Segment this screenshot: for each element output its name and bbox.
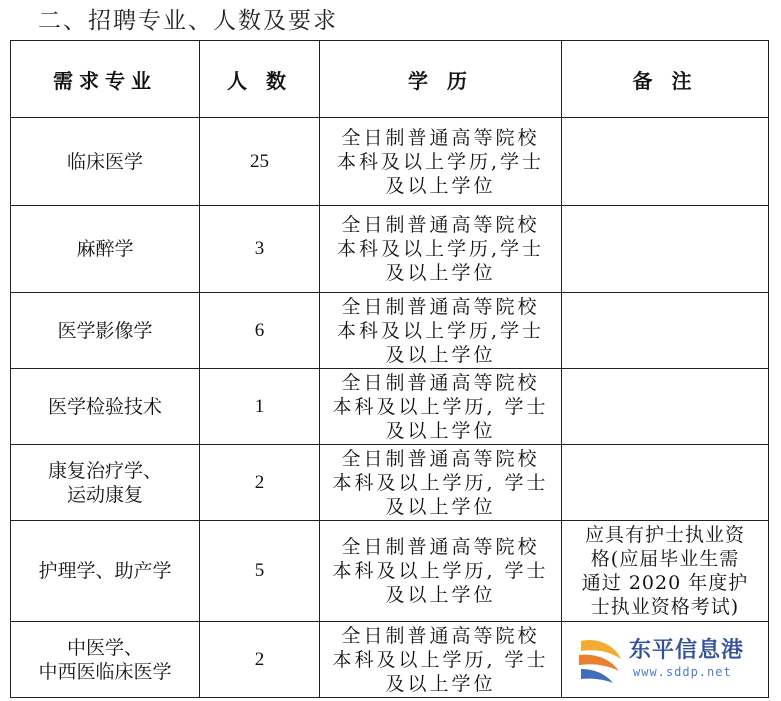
major-line: 康复治疗学、 [47,459,162,482]
table-row [11,521,769,622]
major-line: 医学影像学 [57,319,153,342]
count-cell: 25 [200,118,320,206]
table-row [11,118,769,206]
note-line: 应具有护士执业资 [584,524,745,546]
count-cell: 6 [200,293,320,369]
education-line: 及以上学位 [385,419,496,442]
note-cell [562,445,769,521]
education-line: 全日制普通高等院校 [341,126,540,149]
major-line: 中医学、 [66,636,143,659]
education-line: 全日制普通高等院校 [341,371,540,394]
major-cell [11,445,200,521]
major-cell [11,521,200,622]
education-cell [320,118,562,206]
education-line: 及以上学位 [385,672,496,695]
education-line: 全日制普通高等院校 [341,624,540,647]
table-header-row [11,41,769,118]
major-line: 运动康复 [66,483,143,506]
header-education: 学 历 [320,41,562,118]
count-cell: 2 [200,622,320,698]
table-row [11,369,769,445]
major-line: 麻醉学 [76,238,134,260]
education-line: 全日制普通高等院校 [341,295,540,318]
header-note: 备 注 [562,41,769,118]
education-line: 及以上学位 [385,584,496,606]
education-line: 本科及以上学历,学士 [336,319,545,342]
watermark-url: www.sddp.net [633,665,732,679]
note-cell [562,521,769,622]
table-row [11,206,769,293]
education-cell [320,206,562,293]
education-line: 本科及以上学历, 学士 [332,648,549,671]
note-line: 通过 2020 年度护 [581,572,749,594]
major-line: 临床医学 [66,150,143,173]
count-cell: 2 [200,445,320,521]
note-cell [562,369,769,445]
education-line: 本科及以上学历,学士 [336,238,545,260]
note-cell [562,206,769,293]
section-title: 二、招聘专业、人数及要求 [38,8,338,34]
education-line: 全日制普通高等院校 [341,447,540,470]
education-cell [320,293,562,369]
site-watermark [575,629,775,693]
education-line: 本科及以上学历, 学士 [332,471,549,494]
logo-swoosh-red [579,655,619,671]
watermark-logo-icon [575,633,627,689]
note-cell [562,118,769,206]
count-cell: 1 [200,369,320,445]
header-count: 人 数 [200,41,320,118]
education-line: 及以上学位 [385,174,496,197]
education-line: 本科及以上学历, 学士 [332,395,549,418]
note-line: 格(应届毕业生需 [590,548,740,570]
major-cell [11,293,200,369]
major-line: 医学检验技术 [47,395,162,418]
header-major: 需求专业 [11,41,200,118]
watermark-site-name: 东平信息港 [629,638,745,663]
education-line: 全日制普通高等院校 [341,536,540,558]
education-line: 及以上学位 [385,343,496,366]
major-line: 护理学、助产学 [38,560,172,582]
logo-swoosh-blue [581,669,613,683]
education-line: 及以上学位 [385,262,496,284]
count-cell: 5 [200,521,320,622]
requirements-table [10,40,769,698]
table-row [11,293,769,369]
note-cell [562,293,769,369]
education-line: 及以上学位 [385,495,496,518]
major-cell [11,118,200,206]
major-cell [11,206,200,293]
education-line: 本科及以上学历, 学士 [332,560,549,582]
table-row [11,445,769,521]
education-cell [320,369,562,445]
education-line: 本科及以上学历,学士 [336,150,545,173]
education-cell [320,445,562,521]
major-cell [11,369,200,445]
major-cell [11,622,200,698]
note-line: 士执业资格考试) [590,596,740,618]
education-cell [320,622,562,698]
education-line: 全日制普通高等院校 [341,214,540,236]
count-cell: 3 [200,206,320,293]
major-line: 中西医临床医学 [38,660,172,683]
education-cell [320,521,562,622]
